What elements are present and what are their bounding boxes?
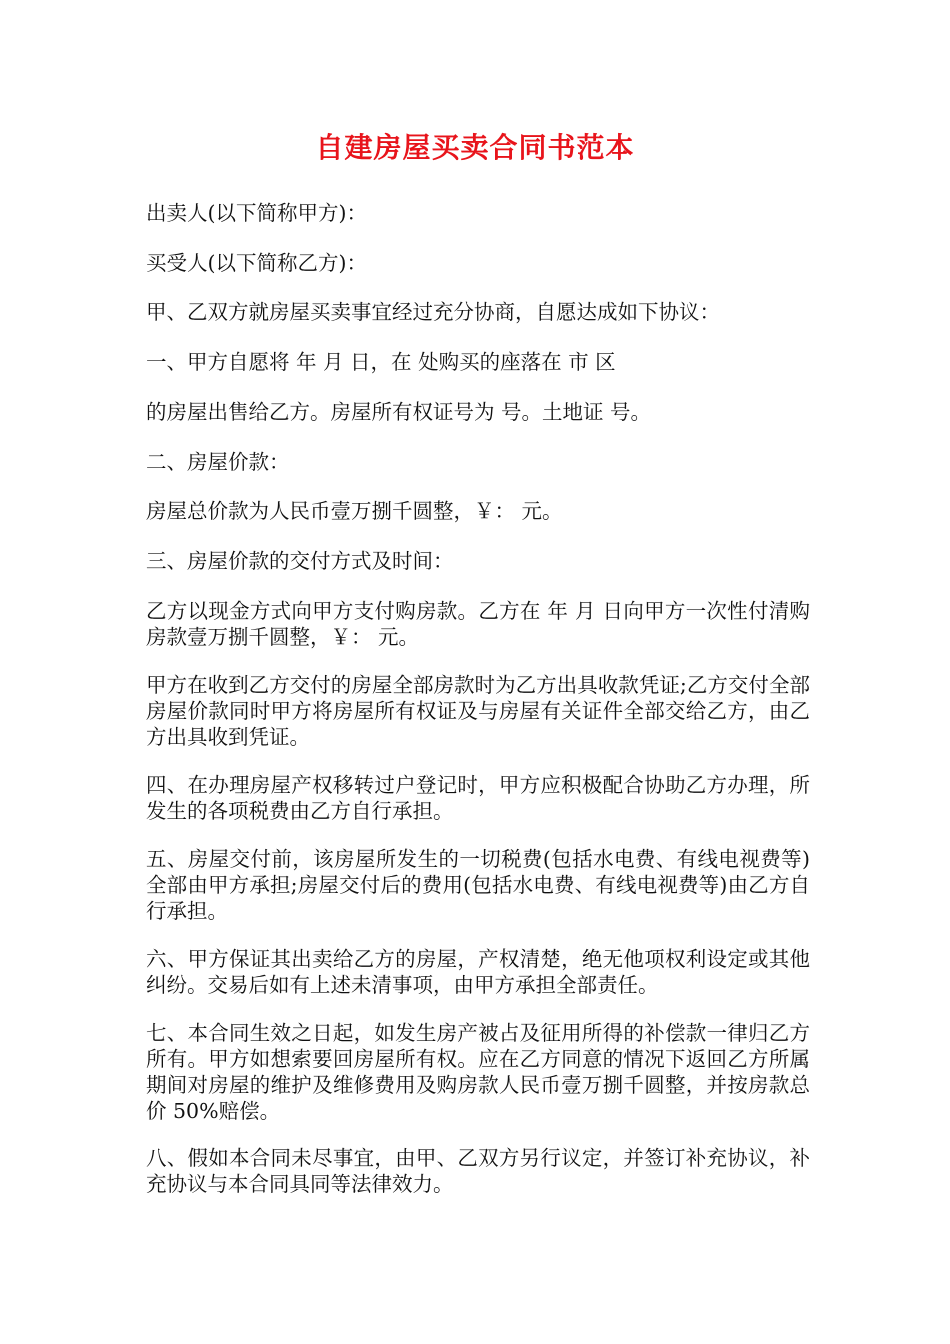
document-title: 自建房屋买卖合同书范本: [315, 131, 635, 164]
paragraph-clause-3-heading: 三、房屋价款的交付方式及时间：: [146, 549, 454, 573]
paragraph-clause-7: 七、本合同生效之日起，如发生房产被占及征用所得的补偿款一律归乙方所有。甲方如想索要回房屋所有权。应在乙方同意的情况下返回乙方所属期间对房屋的维护及维修费用及购房款人民币壹万捌千圆整，并按房款总价 50%赔偿。: [146, 1021, 810, 1123]
paragraph-clause-5: 五、房屋交付前，该房屋所发生的一切税费(包括水电费、有线电视费等)全部由甲方承担;房屋交付后的费用(包括水电费、有线电视费等)由乙方自行承担。: [146, 847, 810, 923]
paragraph-agreement-intro: 甲、乙双方就房屋买卖事宜经过充分协商，自愿达成如下协议：: [146, 300, 720, 324]
paragraph-payment-receipt: 甲方在收到乙方交付的房屋全部房款时为乙方出具收款凭证;乙方交付全部房屋价款同时甲方将房屋所有权证及与房屋有关证件全部交给乙方，由乙方出具收到凭证。: [146, 673, 810, 749]
paragraph-clause-8: 八、假如本合同未尽事宜，由甲、乙双方另行议定，并签订补充协议，补充协议与本合同具同等法律效力。: [146, 1146, 810, 1196]
paragraph-total-price: 房屋总价款为人民币壹万捌千圆整，￥： 元。: [146, 499, 563, 523]
paragraph-clause-1-continued: 的房屋出售给乙方。房屋所有权证号为 号。土地证 号。: [146, 400, 652, 424]
paragraph-clause-6: 六、甲方保证其出卖给乙方的房屋，产权清楚，绝无他项权利设定或其他纠纷。交易后如有上述未清事项，由甲方承担全部责任。: [146, 947, 810, 997]
paragraph-clause-4: 四、在办理房屋产权移转过户登记时，甲方应积极配合协助乙方办理，所发生的各项税费由乙方自行承担。: [146, 773, 810, 823]
paragraph-buyer: 买受人(以下简称乙方)：: [146, 251, 367, 275]
paragraph-clause-1: 一、甲方自愿将 年 月 日，在 处购买的座落在 市 区: [146, 350, 616, 374]
paragraph-clause-2-heading: 二、房屋价款：: [146, 450, 290, 474]
paragraph-seller: 出卖人(以下简称甲方)：: [146, 201, 367, 225]
paragraph-payment-method: 乙方以现金方式向甲方支付购房款。乙方在 年 月 日向甲方一次性付清购房款壹万捌千圆整，￥： 元。: [146, 599, 810, 649]
